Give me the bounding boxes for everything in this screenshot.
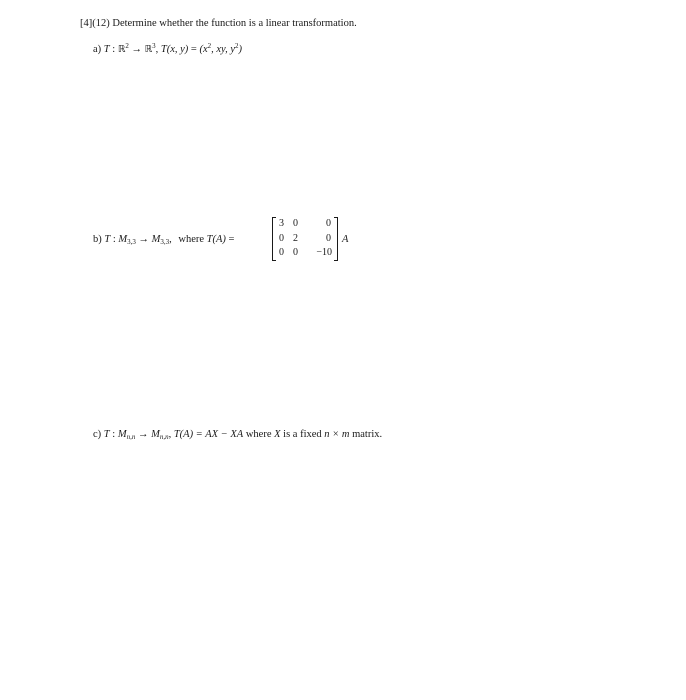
part-b — [93, 234, 234, 248]
part-b-where: where — [178, 234, 205, 245]
part-c-domain-base: M — [117, 429, 127, 440]
part-a-codomain-exp: 3 — [152, 42, 156, 50]
part-c-where-1: where — [243, 429, 275, 440]
matrix-cell-1-0: 0 — [279, 233, 284, 244]
matrix-cell-1-2: 0 — [326, 233, 331, 244]
part-c-dim: n × m — [324, 429, 350, 440]
part-c-domain-sub: n,n — [126, 433, 136, 441]
part-b-domain-base: M — [118, 234, 128, 245]
part-c-codomain-sub: n,n — [159, 433, 169, 441]
part-a-equals: = — [188, 44, 200, 55]
problem-header-text: [4](12) Determine whether the function is a linear transformation. — [80, 18, 357, 29]
part-b-codomain-base: M — [151, 234, 161, 245]
part-b-equals: = — [228, 234, 235, 245]
matrix — [272, 217, 338, 261]
matrix-left-bracket — [272, 217, 276, 261]
part-a-codomain-base: ℝ — [144, 44, 153, 55]
part-a-lhs: T(x, y) — [160, 44, 189, 55]
part-a — [93, 40, 242, 56]
part-b-arrow: → — [135, 234, 152, 245]
part-b-trailing-A: A — [342, 234, 349, 245]
part-c-colon: : — [109, 429, 118, 440]
part-c-var-x: X — [274, 429, 281, 440]
part-a-T: T — [103, 44, 110, 55]
matrix-cell-1-1: 2 — [293, 233, 298, 244]
part-a-rhs-mid: , xy, y — [211, 44, 236, 55]
part-a-rhs-exp2: 2 — [235, 42, 239, 50]
part-b-label: b) — [93, 234, 102, 245]
part-c-label: c) — [93, 429, 102, 440]
part-c — [93, 429, 382, 443]
matrix-cell-0-0: 3 — [279, 218, 284, 229]
part-c-T: T — [103, 429, 110, 440]
part-b-domain-sub: 3,3 — [127, 238, 136, 246]
part-a-domain-exp: 2 — [125, 42, 129, 50]
part-a-rhs-open: (x — [199, 44, 208, 55]
part-c-sep: , — [168, 429, 174, 440]
matrix-right-bracket — [334, 217, 338, 261]
part-a-domain-base: ℝ — [117, 44, 126, 55]
part-a-label: a) — [93, 44, 102, 55]
part-b-T: T — [104, 234, 111, 245]
part-a-sep: , — [155, 44, 161, 55]
part-b-lhs: T(A) — [206, 234, 226, 245]
part-b-codomain-sub: 3,3 — [160, 238, 170, 246]
part-a-colon: : — [109, 44, 118, 55]
part-c-expr: T(A) = AX − XA — [173, 429, 244, 440]
part-c-codomain-base: M — [151, 429, 160, 440]
part-b-sep: , — [169, 234, 172, 245]
problem-header — [80, 18, 357, 30]
matrix-cell-2-2: −10 — [316, 247, 332, 258]
matrix-cell-0-2: 0 — [326, 218, 331, 229]
part-a-rhs-exp1: 2 — [207, 42, 212, 50]
part-a-rhs-close: ) — [238, 44, 243, 55]
part-b-colon: : — [110, 234, 119, 245]
matrix-cell-0-1: 0 — [293, 218, 298, 229]
part-c-where-2: is a fixed — [280, 429, 325, 440]
part-a-arrow: → — [128, 44, 145, 55]
matrix-cell-2-1: 0 — [293, 247, 298, 258]
part-c-where-3: matrix. — [349, 429, 383, 440]
matrix-cell-2-0: 0 — [279, 247, 284, 258]
part-c-arrow: → — [135, 429, 152, 440]
